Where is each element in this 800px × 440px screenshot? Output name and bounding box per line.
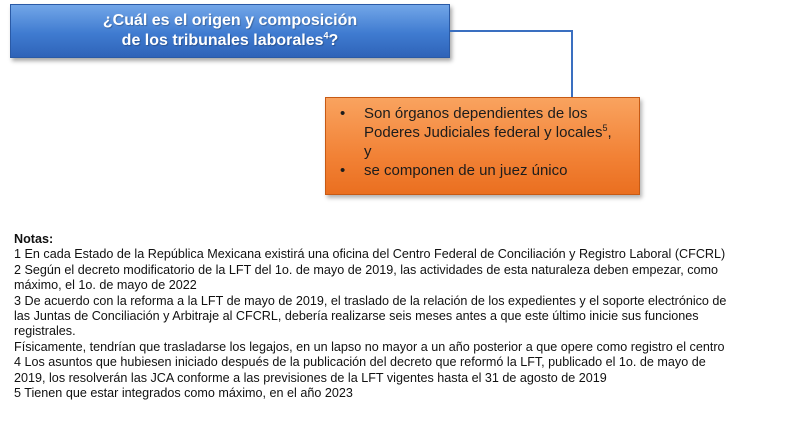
answer-item-3-text: se componen de un juez único [364,162,568,179]
footnote-ref-4: 4 [323,30,329,41]
answer-list [336,104,631,180]
answer-item-3 [336,161,631,180]
question-mark: ? [328,32,339,49]
notes-line-1: 1 En cada Estado de la República Mexicana existirá una oficina del Centro Federal de Conciliación y Registro Laboral (CFCRL) [14,247,726,262]
notes-line-8: 4 Los asuntos que hubiesen iniciado después de la publicación del decreto que reformó la LFT, publicado el 1o. de mayo de [14,355,706,370]
notes-title: Notas: [14,232,54,246]
question-line-2: de los tribunales laborales [121,32,324,49]
footnote-ref-5: 5 [602,123,608,133]
notes-line-2: 2 Según el decreto modificatorio de la LFT del 1o. de mayo de 2019, las actividades de esta naturaleza deben empezar, como [14,262,719,277]
notes-line-10: 5 Tienen que estar integrados como máximo, en el año 2023 [14,386,353,401]
notes-line-7: Físicamente, tendrían que trasladarse los legajos, en un lapso no mayor a un año posterior a que opere como registro el centro [14,339,725,354]
question-line-1: ¿Cuál es el origen y composición [102,12,358,29]
answer-item-2-text: y [364,143,372,160]
answer-item-1-suffix: , [607,124,612,141]
answer-item-1-line-1: Son órganos dependientes de los [364,105,588,122]
answer-item-1 [336,104,631,142]
notes-line-5: las Juntas de Conciliación y Arbitraje al CFCRL, debería realizarse seis meses antes a que este último inicie sus funciones [14,309,699,324]
notes-section [14,232,796,401]
answer-item-1-line-2: Poderes Judiciales federal y locales [364,124,603,141]
answer-box [325,97,640,195]
notes-line-6: registrales. [14,324,76,339]
answer-item-2 [336,142,631,161]
notes-line-3: máximo, el 1o. de mayo de 2022 [14,278,197,293]
notes-line-9: 2019, los resolverán las JCA conforme a las previsiones de la LFT vigentes hasta el 31 de agosto de 2019 [14,370,607,385]
notes-line-4: 3 De acuerdo con la reforma a la LFT de mayo de 2019, el traslado de la relación de los expedientes y el soporte electrónico de [14,293,727,308]
connector-path [450,31,572,97]
